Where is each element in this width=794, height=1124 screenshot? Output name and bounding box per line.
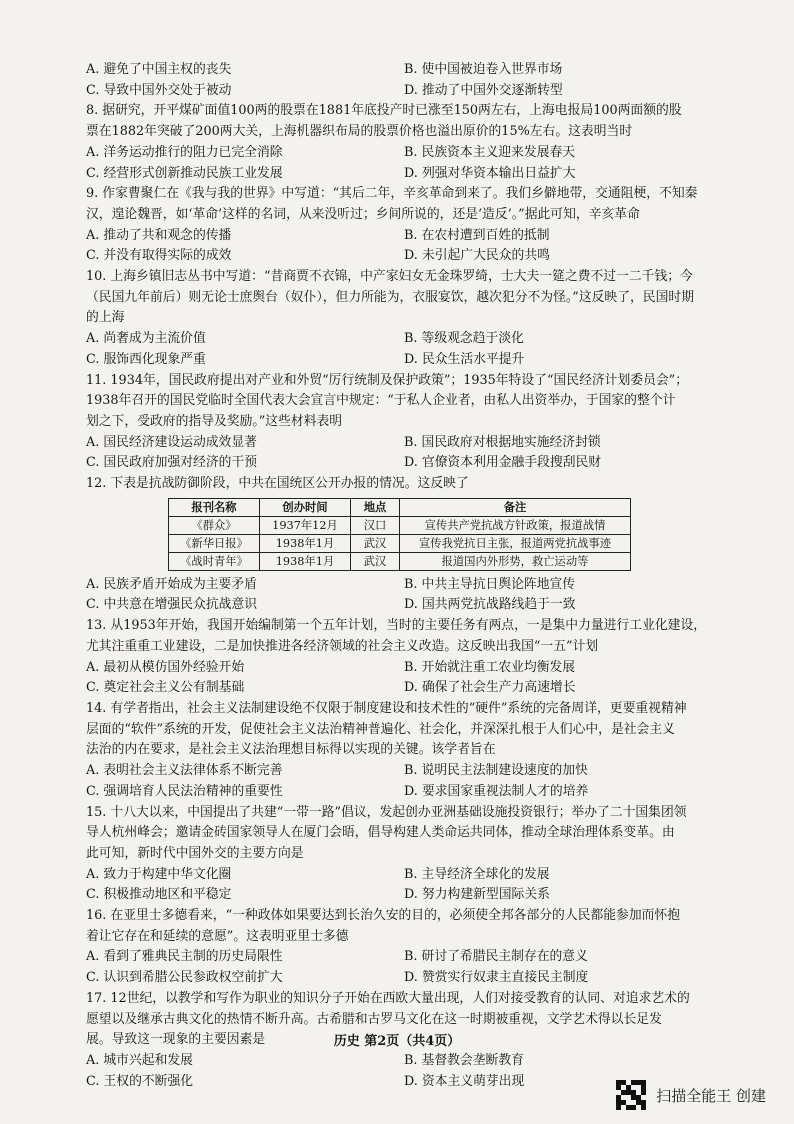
question-9-line-1: 9. 作家曹聚仁在《我与我的世界》中写道：“其后二年，辛亥革命到来了。我们乡僻地带，交通阻梗，不知秦 (86, 186, 698, 202)
table-header-row (169, 498, 631, 516)
question-17-line-2: 愿望以及继承古典文化的热情不断升高。古希腊和古罗马文化在这一时期被重视，文学艺术得以长足发 (86, 1011, 662, 1027)
option-a: A. 尚奢成为主流价值 (86, 331, 206, 347)
option-c: C. 奠定社会主义公有制基础 (86, 680, 245, 696)
question-10-line-3: 的上海 (86, 310, 125, 326)
question-9-line-2: 汉，遑论魏晋，如‘革命’这样的名词，从来没听过；乡间所说的，还是‘造反’。”据此可知，辛亥革命 (86, 206, 640, 222)
option-b: B. 在农村遭到百姓的抵制 (404, 227, 550, 243)
option-d: D. 确保了社会生产力高速增长 (404, 680, 576, 696)
option-c: C. 并没有取得实际的成效 (86, 248, 232, 264)
option-a: A. 避免了中国主权的丧失 (86, 62, 232, 77)
table-cell: 武汉 (351, 534, 400, 552)
option-d: D. 资本主义萌芽出现 (404, 1073, 525, 1089)
page-footer: 历史 第2页（共4页） (333, 1034, 461, 1049)
question-12-stem: 12. 下表是抗战防御阶段，中共在国统区公开办报的情况。这反映了 (86, 476, 469, 492)
question-15-line-1: 15. 十八大以来，中国提出了共建“一带一路”倡议，发起创办亚洲基础设施投资银行；举办了二十国集团领 (86, 804, 687, 820)
option-d: D. 未引起广大民众的共鸣 (404, 248, 550, 264)
option-c: C. 认识到希腊公民参政权空前扩大 (86, 970, 283, 986)
option-a: A. 推动了共和观念的传播 (86, 227, 232, 243)
question-11-line-1: 11. 1934年，国民政府提出对产业和外贸“厉行统制及保护政策”；1935年特设了“国民经济计划委员会”； (86, 372, 689, 388)
question-13 (86, 616, 726, 699)
question-11-line-2: 1938年召开的国民党临时全国代表大会宣言中规定：“于私人企业者，由私人出资举办，于国家的整个计 (86, 393, 676, 409)
question-16-line-2: 着让它存在和延续的意愿”。这表明亚里士多德 (86, 928, 349, 944)
table-cell: 武汉 (351, 552, 400, 570)
question-content (86, 60, 726, 1092)
option-c: C. 强调培育人民法治精神的重要性 (86, 783, 283, 799)
option-b: B. 说明民主法制建设速度的加快 (404, 763, 588, 779)
table-row (169, 534, 631, 552)
question-11 (86, 371, 726, 475)
question-11-line-3: 划之下，受政府的指导及奖励。”这些材料表明 (86, 413, 343, 429)
option-a: A. 洋务运动推行的阻力已完全消除 (86, 144, 283, 160)
option-a: A. 城市兴起和发展 (86, 1052, 193, 1068)
table-cell: 汉口 (351, 516, 400, 534)
option-c: C. 经营形式创新推动民族工业发展 (86, 165, 283, 181)
option-b: B. 民族资本主义迎来发展春天 (404, 144, 576, 160)
option-c: C. 王权的不断强化 (86, 1073, 194, 1089)
table-cell: 1937年12月 (260, 516, 351, 534)
question-13-line-1: 13. 从1953年开始，我国开始编制第一个五年计划，当时的主要任务有两点，一是集中力量进行工业化建设， (86, 618, 707, 634)
option-d: D. 官僚资本利用金融手段搜刮民财 (404, 455, 602, 471)
option-d: D. 要求国家重视法制人才的培养 (404, 783, 589, 799)
question-10 (86, 267, 726, 371)
option-b: B. 使中国被迫卷入世界市场 (404, 62, 563, 77)
question-14-line-2: 层面的“软件”系统的开发，促使社会主义法治精神普遍化、社会化，并深深扎根于人们心中，是社会主义 (86, 721, 675, 737)
option-d: D. 民众生活水平提升 (404, 351, 525, 367)
newspaper-table (168, 498, 631, 571)
table-cell: 报道国内外形势，救亡运动等 (400, 552, 631, 570)
table-cell: 《新华日报》 (169, 534, 260, 552)
option-a: A. 表明社会主义法律体系不断完善 (86, 763, 283, 779)
question-14-line-1: 14. 有学者指出，社会主义法制建设绝不仅限于制度建设和技术性的“硬件”系统的完备周详，更要重视精神 (86, 700, 687, 716)
question-15-line-2: 导人杭州峰会；邀请金砖国家领导人在厦门会晤，倡导构建人类命运共同体，推动全球治理体系变革。由 (86, 825, 675, 841)
question-17-line-1: 17. 12世纪，以教学和写作为职业的知识分子开始在西欧大量出现，人们对接受教育的认同、对追求艺术的 (86, 990, 690, 1006)
option-b: B. 主导经济全球化的发展 (404, 866, 550, 882)
option-d: D. 列强对华资本输出日益扩大 (404, 165, 576, 181)
table-row (169, 552, 631, 570)
table-header-cell: 地点 (351, 498, 400, 516)
option-b: B. 研讨了希腊民主制存在的意义 (404, 949, 588, 965)
question-10-line-1: 10. 上海乡镇旧志丛书中写道：“昔商贾不衣锦，中产家妇女无金珠罗绮，士大夫一筵之费不过一二千钱；今 (86, 269, 693, 285)
question-13-line-2: 尤其注重重工业建设，二是加快推进各经济领域的社会主义改造。这反映出我国“一五”计划 (86, 638, 599, 654)
question-15-line-3: 此可知，新时代中国外交的主要方向是 (86, 845, 304, 861)
question-14-line-3: 法治的内在要求，是社会主义法治理想目标得以实现的关键。该学者旨在 (86, 742, 496, 758)
option-c: C. 导致中国外交处于被动 (86, 82, 232, 98)
option-c: C. 积极推动地区和平稳定 (86, 887, 232, 903)
option-b: B. 等级观念趋于淡化 (404, 331, 524, 347)
question-17-line-3: 展。导致这一现象的主要因素是 (86, 1032, 266, 1048)
option-c: C. 服饰西化现象严重 (86, 351, 206, 367)
question-16 (86, 906, 726, 989)
table-header-cell: 报刊名称 (169, 498, 260, 516)
question-14 (86, 699, 726, 803)
scanner-watermark (616, 1080, 766, 1110)
option-b: B. 中共主导抗日舆论阵地宣传 (404, 576, 576, 592)
table-cell: 宣传我党抗日主张，报道两党抗战事迹 (400, 534, 631, 552)
question-8-line-1: 8. 据研究，开平煤矿面值100两的股票在1881年底投产时已涨至150两左右，上海电报局100两面额的股 (86, 103, 682, 119)
option-b: B. 开始就注重工农业均衡发展 (404, 659, 576, 675)
option-d: D. 努力构建新型国际关系 (404, 887, 550, 903)
question-8-line-2: 票在1882年突破了200两大关，上海机器织布局的股票价格也溢出原价的15%左右。这表明当时 (86, 124, 633, 140)
qr-code-icon (616, 1080, 646, 1110)
question-15 (86, 803, 726, 907)
option-c: C. 中共意在增强民众抗战意识 (86, 597, 258, 613)
option-d: D. 赞赏实行奴隶主直接民主制度 (404, 970, 589, 986)
table-cell: 《群众》 (169, 516, 260, 534)
option-b: B. 国民政府对根据地实施经济封锁 (404, 434, 601, 450)
question-8 (86, 101, 726, 184)
option-d: D. 国共两党抗战路线趋于一致 (404, 597, 576, 613)
table-header-cell: 创办时间 (260, 498, 351, 516)
option-d: D. 推动了中国外交逐渐转型 (404, 82, 563, 98)
question-16-line-1: 16. 在亚里士多德看来，“一种政体如果要达到长治久安的目的，必须使全邦各部分的人民都能参加而怀抱 (86, 908, 681, 924)
table-row (169, 516, 631, 534)
option-a: A. 最初从模仿国外经验开始 (86, 659, 245, 675)
table-cell: 《战时青年》 (169, 552, 260, 570)
question-9 (86, 184, 726, 267)
option-b: B. 基督教会垄断教育 (404, 1052, 524, 1068)
question-10-line-2: （民国九年前后）则无论士庶舆台（奴仆），但力所能为，衣服宴饮，越次犯分不为怪。”这反映了，民国时期 (86, 289, 694, 305)
option-a: A. 国民经济建设运动成效显著 (86, 434, 257, 450)
option-c: C. 国民政府加强对经济的干预 (86, 455, 258, 471)
table-cell: 宣传共产党抗战方针政策，报道战情 (400, 516, 631, 534)
question-7-options (86, 60, 726, 101)
table-header-cell: 备注 (400, 498, 631, 516)
table-cell: 1938年1月 (260, 534, 351, 552)
scanner-label: 扫描全能王 创建 (656, 1086, 766, 1105)
option-a: A. 民族矛盾开始成为主要矛盾 (86, 576, 257, 592)
option-a: A. 致力于构建中华文化圈 (86, 866, 232, 882)
option-a: A. 看到了雅典民主制的历史局限性 (86, 949, 283, 965)
question-12 (86, 474, 726, 616)
table-cell: 1938年1月 (260, 552, 351, 570)
